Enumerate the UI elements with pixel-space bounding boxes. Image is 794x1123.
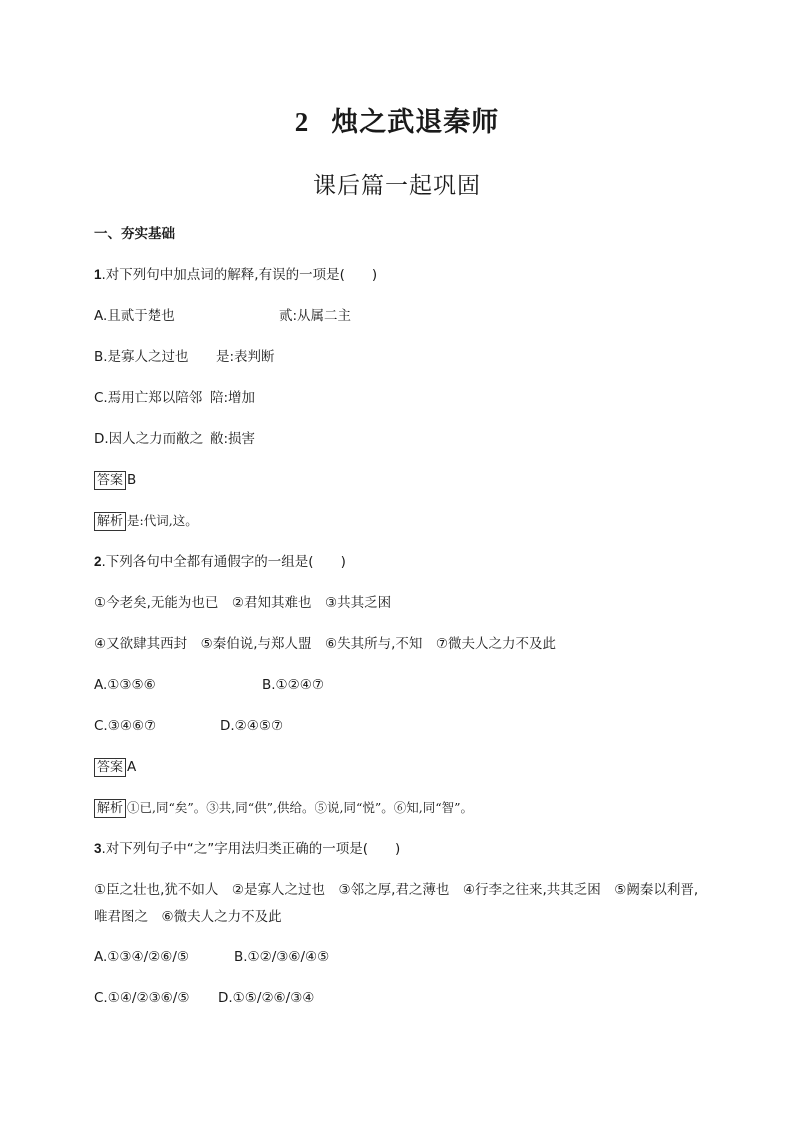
answer-tag: 答案: [94, 758, 126, 777]
lesson-title: [0, 100, 794, 139]
question-1-answer: [94, 470, 136, 490]
analysis-tag: 解析: [94, 512, 126, 531]
question-1-analysis: [94, 511, 198, 531]
answer-tag: 答案: [94, 471, 126, 490]
question-2-options-cd: C.③④⑥⑦ D.②④⑤⑦: [94, 718, 284, 734]
question-3-stem: [94, 839, 400, 859]
analysis-tag: 解析: [94, 799, 126, 818]
answer-value: B: [127, 472, 137, 488]
section-subtitle: 课后篇一起巩固: [313, 173, 481, 199]
question-1-option-a: A.且贰于楚也 贰:从属二主: [94, 308, 352, 324]
lesson-name: 烛之武退秦师: [331, 107, 500, 138]
lesson-number: 2: [294, 107, 310, 137]
question-number: 2: [94, 554, 102, 569]
question-text: .下列各句中全都有通假字的一组是( ): [101, 554, 346, 570]
question-2-answer: [94, 757, 136, 777]
question-1-option-b: B.是寡人之过也 是:表判断: [94, 349, 275, 365]
question-3-options-ab: A.①③④/②⑥/⑤ B.①②/③⑥/④⑤: [94, 949, 330, 965]
question-2-items-line-2: ④又欲肆其西封 ⑤秦伯说,与郑人盟 ⑥失其所与,不知 ⑦微夫人之力不及此: [94, 636, 556, 652]
question-3-options-cd: C.①④/②③⑥/⑤ D.①⑤/②⑥/③④: [94, 990, 315, 1006]
analysis-text: ①已,同“矣”。③共,同“供”,供给。⑤说,同“悦”。⑥知,同“智”。: [127, 800, 474, 815]
question-number: 3: [94, 841, 102, 856]
question-number: 1: [94, 267, 102, 282]
analysis-text: 是:代词,这。: [127, 513, 198, 528]
question-1-stem: [94, 265, 377, 285]
question-2-analysis: [94, 798, 473, 818]
section-heading: 一、夯实基础: [94, 226, 175, 242]
question-2-items-line-1: ①今老矣,无能为也已 ②君知其难也 ③共其乏困: [94, 595, 392, 611]
question-text: .对下列句子中“之”字用法归类正确的一项是( ): [101, 841, 401, 857]
question-3-items: ①臣之壮也,犹不如人 ②是寡人之过也 ③邻之厚,君之薄也 ④行李之往来,共其乏困 ⑤阙秦以利晋,唯君图之 ⑥微夫人之力不及此: [94, 882, 699, 925]
question-2-options-ab: A.①③⑤⑥ B.①②④⑦: [94, 677, 324, 693]
question-1-option-c: C.焉用亡郑以陪邻 陪:增加: [94, 390, 256, 406]
question-text: .对下列句中加点词的解释,有误的一项是( ): [101, 267, 378, 283]
question-2-stem: [94, 552, 346, 572]
answer-value: A: [127, 759, 137, 775]
question-1-option-d: D.因人之力而敝之 敝:损害: [94, 431, 256, 447]
